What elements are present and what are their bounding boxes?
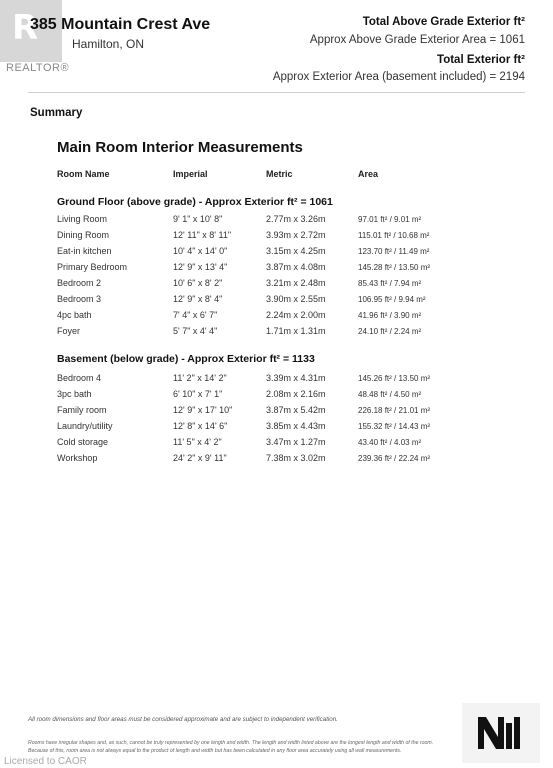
imperial-value: 12' 9" x 17' 10" xyxy=(173,405,233,415)
area-value: 226.18 ft² / 21.01 m² xyxy=(358,406,431,415)
brand-logo xyxy=(462,703,540,763)
summary-label: Summary xyxy=(30,107,83,119)
imperial-value: 9' 1" x 10' 8" xyxy=(173,214,223,224)
ground-floor-title: Ground Floor (above grade) - Approx Exterior ft² = 1061 xyxy=(57,196,333,208)
footer-note-approximate: All room dimensions and floor areas must be considered approximate and are subject to independent verification. xyxy=(28,716,338,723)
main-title: Main Room Interior Measurements xyxy=(57,139,303,156)
imperial-value: 12' 9" x 8' 4" xyxy=(173,294,223,304)
metric-value: 2.77m x 3.26m xyxy=(266,214,326,224)
imperial-value: 12' 11" x 8' 11" xyxy=(173,230,232,240)
room-name: Foyer xyxy=(57,326,81,336)
table-row xyxy=(0,214,553,230)
room-name: Eat-in kitchen xyxy=(57,246,112,256)
area-value: 43.40 ft² / 4.03 m² xyxy=(358,438,422,447)
room-name: 3pc bath xyxy=(57,389,92,399)
room-name: Bedroom 3 xyxy=(57,294,102,304)
license-text: Licensed to CAOR xyxy=(4,756,87,767)
area-value: 24.10 ft² / 2.24 m² xyxy=(358,327,422,336)
metric-value: 3.90m x 2.55m xyxy=(266,294,326,304)
table-row xyxy=(0,437,553,453)
table-row xyxy=(0,310,553,326)
metric-value: 1.71m x 1.31m xyxy=(266,326,326,336)
metric-value: 3.87m x 4.08m xyxy=(266,262,326,272)
room-name: Bedroom 2 xyxy=(57,278,102,288)
basement-title: Basement (below grade) - Approx Exterior ft² = 1133 xyxy=(57,353,315,365)
above-grade-value: Approx Above Grade Exterior Area = 1061 xyxy=(309,34,525,46)
area-value: 115.01 ft² / 10.68 m² xyxy=(358,231,430,240)
room-name: Family room xyxy=(57,405,107,415)
imperial-value: 10' 4" x 14' 0" xyxy=(173,246,228,256)
column-header-area: Area xyxy=(358,169,379,179)
property-city: Hamilton, ON xyxy=(72,37,145,51)
area-value: 48.48 ft² / 4.50 m² xyxy=(358,390,422,399)
imperial-value: 5' 7" x 4' 4" xyxy=(173,326,218,336)
metric-value: 2.24m x 2.00m xyxy=(266,310,326,320)
imperial-value: 12' 9" x 13' 4" xyxy=(173,262,228,272)
area-value: 97.01 ft² / 9.01 m² xyxy=(358,215,422,224)
brand-logo-icon xyxy=(462,703,540,763)
above-grade-title: Total Above Grade Exterior ft² xyxy=(362,16,525,28)
realtor-mark: R xyxy=(12,8,39,48)
room-name: Workshop xyxy=(57,453,98,463)
table-row xyxy=(0,278,553,294)
metric-value: 2.08m x 2.16m xyxy=(266,389,326,399)
realtor-text: REALTOR® xyxy=(6,62,70,74)
metric-value: 3.93m x 2.72m xyxy=(266,230,326,240)
table-row xyxy=(0,405,553,421)
metric-value: 3.15m x 4.25m xyxy=(266,246,326,256)
table-row xyxy=(0,421,553,437)
imperial-value: 7' 4" x 6' 7" xyxy=(173,310,218,320)
area-value: 145.26 ft² / 13.50 m² xyxy=(358,374,431,383)
column-header-room: Room Name xyxy=(57,169,110,179)
room-name: Cold storage xyxy=(57,437,109,447)
table-row xyxy=(0,262,553,278)
room-name: Bedroom 4 xyxy=(57,373,102,383)
total-exterior-value: Approx Exterior Area (basement included) = 2194 xyxy=(272,71,525,83)
imperial-value: 6' 10" x 7' 1" xyxy=(173,389,223,399)
room-name: 4pc bath xyxy=(57,310,92,320)
column-header-metric: Metric xyxy=(266,169,293,179)
column-header-imperial: Imperial xyxy=(173,169,208,179)
area-value: 85.43 ft² / 7.94 m² xyxy=(358,279,422,288)
room-name: Dining Room xyxy=(57,230,110,240)
metric-value: 3.85m x 4.43m xyxy=(266,421,326,431)
metric-value: 3.21m x 2.48m xyxy=(266,278,326,288)
property-address: 385 Mountain Crest Ave xyxy=(30,16,211,33)
table-row xyxy=(0,294,553,310)
imperial-value: 10' 6" x 8' 2" xyxy=(173,278,223,288)
area-value: 155.32 ft² / 14.43 m² xyxy=(358,422,431,431)
table-row xyxy=(0,230,553,246)
imperial-value: 11' 2" x 14' 2" xyxy=(173,373,227,383)
total-exterior-title: Total Exterior ft² xyxy=(437,54,525,66)
table-row xyxy=(0,453,553,469)
metric-value: 3.47m x 1.27m xyxy=(266,437,326,447)
room-name: Laundry/utility xyxy=(57,421,113,431)
area-value: 145.28 ft² / 13.50 m² xyxy=(358,263,431,272)
metric-value: 7.38m x 3.02m xyxy=(266,453,326,463)
table-row xyxy=(0,373,553,389)
area-value: 123.70 ft² / 11.49 m² xyxy=(358,247,430,256)
area-value: 106.95 ft² / 9.94 m² xyxy=(358,295,426,304)
table-row xyxy=(0,326,553,342)
metric-value: 3.87m x 5.42m xyxy=(266,405,326,415)
table-row xyxy=(0,389,553,405)
area-value: 239.36 ft² / 22.24 m² xyxy=(358,454,431,463)
header-divider xyxy=(28,92,525,93)
imperial-value: 11' 5" x 4' 2" xyxy=(173,437,222,447)
room-name: Living Room xyxy=(57,214,108,224)
imperial-value: 12' 8" x 14' 6" xyxy=(173,421,228,431)
footer-note-irregular: Rooms have irregular shapes and, as such, cannot be truly represented by one length and width. The length and width listed above are the longest length and width of the room. Because of this, room area is not always equal to the product of length and width but has been calculated in any floor area accurately using all wall measurements. xyxy=(28,740,434,754)
room-name: Primary Bedroom xyxy=(57,262,128,272)
area-value: 41.96 ft² / 3.90 m² xyxy=(358,311,422,320)
imperial-value: 24' 2" x 9' 11" xyxy=(173,453,227,463)
table-row xyxy=(0,246,553,262)
metric-value: 3.39m x 4.31m xyxy=(266,373,326,383)
